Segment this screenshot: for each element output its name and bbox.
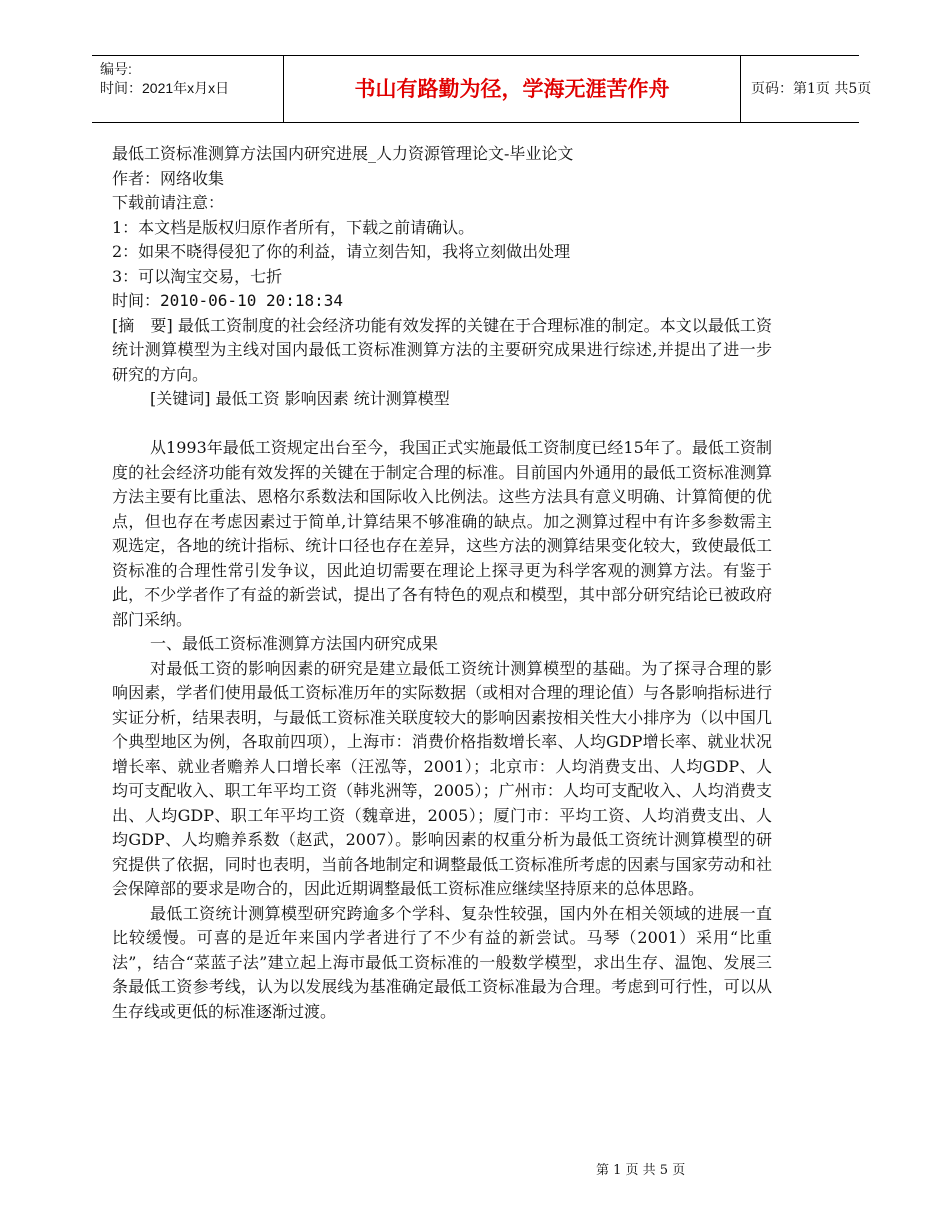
paragraph-2: 对最低工资的影响因素的研究是建立最低工资统计测算模型的基础。为了探寻合理的影响因素，学者们使用最低工资标准历年的实际数据（或相对合理的理论值）与各影响指标进行实证分析，结果表明，与最低工资标准关联度较大的影响因素按相关性大小排序为（以中国几个典型地区为例，各取前四项），上海市：消费价格指数增长率、人均GDP增长率、就业状况增长率、就业者赡养人口增长率（汪泓等，2001）；北京市：人均消费支出、人均GDP、人均可支配收入、职工年平均工资（韩兆洲等，2005）；广州市：人均可支配收入、人均消费支出、人均GDP、职工年平均工资（魏章进，2005）；厦门市：平均工资、人均消费支出、人均GDP、人均赡养系数（赵武，2007）。影响因素的权重分析为最低工资统计测算模型的研究提供了依据，同时也表明，当前各地制定和调整最低工资标准所考虑的因素与国家劳动和社会保障部的要求是吻合的，因此近期调整最低工资标准应继续坚持原来的总体思路。 (112, 658, 772, 898)
document-time-label: 时间：2021年x月x日 (100, 80, 230, 96)
blank-line (112, 412, 772, 437)
document-time: 时间：2010-06-10 20:18:34 (112, 291, 344, 310)
notice-title: 下载前请注意： (112, 193, 225, 212)
header-motto-cell (283, 56, 741, 122)
paragraph-3: 最低工资统计测算模型研究跨逾多个学科、复杂性较强，国内外在相关领域的进展一直比较缓慢。可喜的是近年来国内学者进行了不少有益的新尝试。马琴（2001）采用“比重法”，结合“菜蓝子法”建立起上海市最低工资标准的一般数学模型，求出生存、温饱、发展三条最低工资参考线，认为以发展线为基准确定最低工资标准最为合理。考虑到可行性，可以从生存线或更低的标准逐渐过渡。 (112, 903, 772, 1021)
page-footer: 第 1 页 共 5 页 (596, 1163, 686, 1178)
document-title: 最低工资标准测算方法国内研究进展_人力资源管理论文-毕业论文 (112, 144, 574, 163)
abstract: [摘 要] 最低工资制度的社会经济功能有效发挥的关键在于合理标准的制定。本文以最低工资统计测算模型为主线对国内最低工资标准测算方法的主要研究成果进行综述,并提出了进一步研究的方向。 (112, 315, 772, 384)
keywords: [关键词] 最低工资 影响因素 统计测算模型 (150, 389, 450, 408)
header-motto: 书山有路勤为径，学海无涯苦作舟 (354, 77, 670, 101)
section-heading-1: 一、最低工资标准测算方法国内研究成果 (150, 634, 439, 653)
document-number-label: 编号: (100, 61, 132, 77)
header-meta (92, 56, 283, 122)
document-author: 作者：网络收集 (112, 168, 225, 188)
paragraph-1: 从1993年最低工资规定出台至今，我国正式实施最低工资制度已经15年了。最低工资制度的社会经济功能有效发挥的关键在于制定合理的标准。目前国内外通用的最低工资标准测算方法主要有比重法、恩格尔系数法和国际收入比例法。这些方法具有意义明确、计算简便的优点，但也存在考虑因素过于简单,计算结果不够准确的缺点。加之测算过程中有许多参数需主观选定，各地的统计指标、统计口径也存在差异，这些方法的测算结果变化较大，致使最低工资标准的合理性常引发争议，因此迫切需要在理论上探寻更为科学客观的测算方法。有鉴于此，不少学者作了有益的新尝试，提出了各有特色的观点和模型，其中部分研究结论已被政府部门采纳。 (112, 438, 772, 629)
notice-item-3: 3：可以淘宝交易，七折 (112, 266, 283, 286)
header-page-info: 页码：第1页 共5页 (751, 81, 872, 97)
page-header (92, 55, 872, 123)
notice-item-2: 2：如果不晓得侵犯了你的利益，请立刻告知，我将立刻做出处理 (112, 242, 571, 261)
document-body (112, 142, 772, 1024)
notice-item-1: 1：本文档是版权归原作者所有，下载之前请确认。 (112, 217, 475, 237)
